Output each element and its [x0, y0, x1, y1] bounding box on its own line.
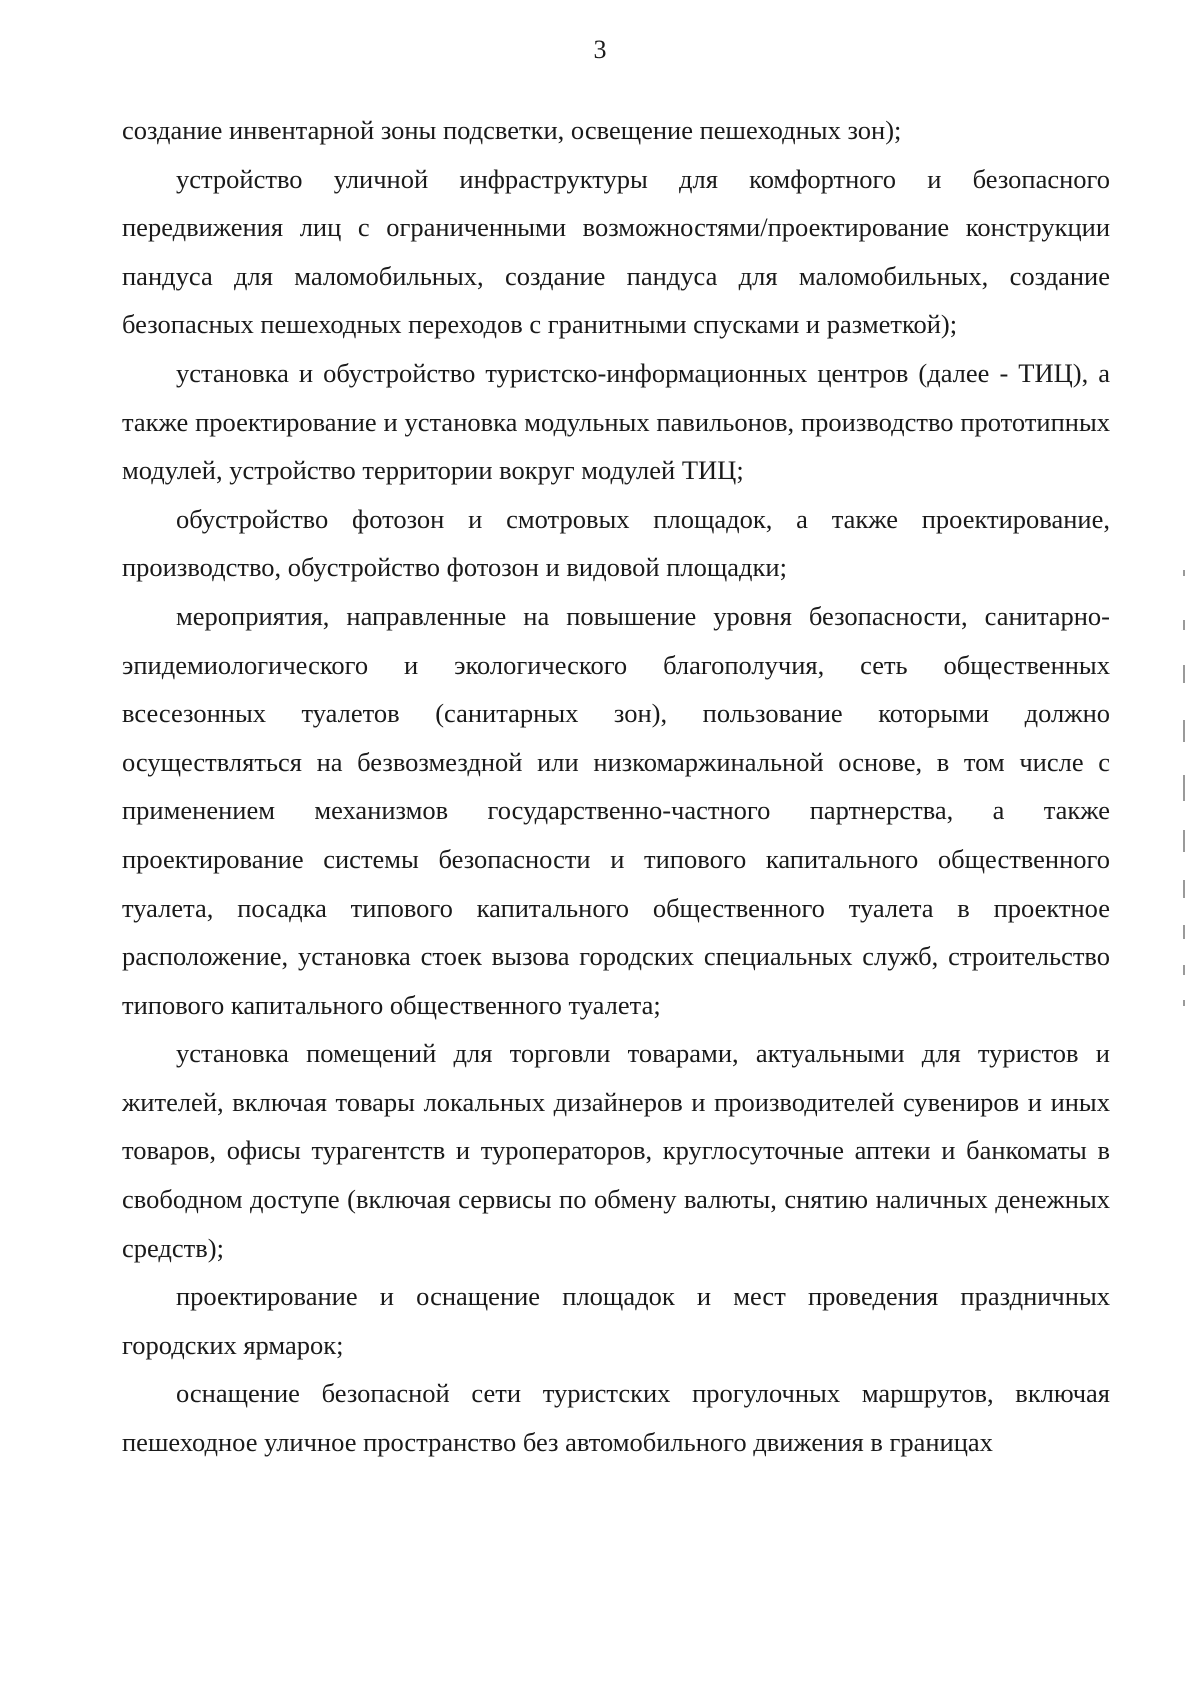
- paragraph-walking-routes: оснащение безопасной сети туристских прогулочных маршрутов, включая пешеходное уличное пространство без автомобильного движения в границах: [122, 1378, 1110, 1458]
- paragraph-tourist-info-centers: установка и обустройство туристско-информационных центров (далее - ТИЦ), а также проектирование и установка модульных павильонов, производство прототипных модулей, устройство территории вокруг модулей ТИЦ;: [122, 357, 1110, 486]
- paragraph-photo-zones: обустройство фотозон и смотровых площадок, а также проектирование, производство, обустройство фотозон и видовой площадки;: [122, 503, 1110, 583]
- page-number: 3: [593, 35, 607, 64]
- scan-margin-marks: [1183, 570, 1186, 1040]
- paragraph-safety-sanitation: мероприятия, направленные на повышение уровня безопасности, санитарно-эпидемиологического и экологического благополучия, сеть общественных всесезонных туалетов (санитарных зон), пользование которыми должно осуществляться на безвозмездной или низкомаржинальной основе, в том числе с применением механизмов государственно-частного партнерства, а также проектирование системы безопасности и типового капитального общественного туалета, посадка типового капитального общественного туалета в проектное расположение, установка стоек вызова городских специальных служб, строительство типового капитального общественного туалета;: [122, 600, 1110, 1020]
- paragraph-trade-premises: установка помещений для торговли товарами, актуальными для туристов и жителей, включая товары локальных дизайнеров и производителей сувениров и иных товаров, офисы турагентств и туроператоров, круглосуточные аптеки и банкоматы в свободном доступе (включая сервисы по обмену валюты, снятию наличных денежных средств);: [122, 1038, 1110, 1263]
- paragraph-fair-sites: проектирование и оснащение площадок и мест проведения праздничных городских ярмарок;: [122, 1281, 1110, 1360]
- paragraph-continuation: создание инвентарной зоны подсветки, освещение пешеходных зон);: [122, 115, 902, 145]
- paragraph-street-infrastructure: устройство уличной инфраструктуры для комфортного и безопасного передвижения лиц с ограниченными возможностями/проектирование конструкции пандуса для маломобильных, создание пандуса для маломобильных, создание безопасных пешеходных переходов с гранитными спусками и разметкой);: [122, 163, 1110, 340]
- body-text: [122, 106, 1110, 1467]
